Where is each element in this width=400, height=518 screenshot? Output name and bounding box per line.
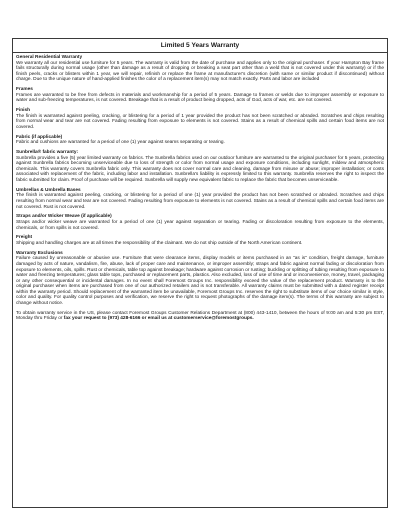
contact-paragraph xyxy=(16,311,384,322)
section-heading: General Residential Warranty xyxy=(16,55,83,60)
document-title: Limited 5 Years Warranty xyxy=(13,39,387,53)
section-body: Shipping and handling charges are at all times the responsibility of the claimant. We do not ship outside of the North American continent. xyxy=(16,240,303,246)
section-umbrellas xyxy=(16,188,384,210)
section-fabric xyxy=(16,135,384,146)
contact-fax-email: fax your request to (973) 428-6166 or email us at customerservice@foremostgroups. xyxy=(63,316,254,322)
section-body: Straps and/or wicker weave are warranted for a period of one (1) year against separation or tearing. Fading or discoloration resulting from exposure to the elements, chemicals, or from spills is not covered. xyxy=(16,219,384,231)
section-body: The finish is warranted against peeling, cracking, or blistering for a period of one (1) year provided the product has not been scratched or abraded. Scratches and chips resulting from normal wear and tear are not covered. Fading resulting from exposure to elements is not covered. Stains as a result of chemical spills and certain food items are not covered. Rust is not covered. xyxy=(16,193,384,210)
contact-text xyxy=(16,311,384,322)
section-frames xyxy=(16,87,384,104)
section-body: We warranty all our residential use furniture for 5 years. The warranty is valid from the date of purchase and applies only to the original purchaser. If your Hampton Bay frame fails structurally during normal usage (other than damage as a result of dropping or breaking a seat part other than a weld that is not covered under this warranty) or if the finish peels, cracks or blisters within 1 year, we will repair, refinish or replace the frame at manufacturer's discretion (with same or similar product if discontinued) without charge. Due to the unique nature of hand-applied finishes the color of a replacement item(s) may not match exactly. Parts and labor are included xyxy=(16,60,384,83)
section-heading: Umbrellas & Umbrella Bases xyxy=(16,187,81,193)
section-freight xyxy=(16,235,384,246)
section-heading: Freight xyxy=(16,235,33,241)
section-heading: Sunbrella® fabric warranty: xyxy=(16,150,79,156)
section-heading: Warranty Exclusions xyxy=(16,250,63,256)
section-body: Failure caused by unreasonable or abusive use. Furniture that were clearance items, display models or items purchased in an "as is" condition, freight damage, furniture damaged by acts of nature, vandalism, fire, abuse, lack of proper care and maintenance, or improper assembly; straps and fabric against normal fading or discoloration from exposure to elements, oils, spills. Rust or chemicals, table top against breakage; hardware against corrosion or rusting; buckling or splitting of tubing resulting from exposure to water and freezing temperatures; glass table tops, purchased or replacement parts, plastics. Also excluded, loss of use of time and or inconvenience, money, travel, packaging or any other consequential or incidental damages. In no event shall Foremost Groups Inc. responsibility exceed the value of the replacement product. Warranty is to the original purchaser when items are purchased from one of our authorized retailers and is not transferable. All warranty claims must be submitted with a dated register receipt within the warranty period. Should replacement of the warranted item be unavailable, Foremost Groups Inc. reserves the right to substitute items of our choice similar in style, color and quality. For quality control purposes and verification, we reserve the right to request photographs of the damage item(s). The terms of this warranty are subject to change without notice. xyxy=(16,256,384,307)
section-finish xyxy=(16,108,384,130)
contact-intro: To obtain warranty service in the US, please contact Foremost Groups Customer Relations Department at (800) 443-1410, between the hours of 9:00 am and 5:30 pm EST, Monday thru Friday or xyxy=(16,310,384,322)
section-body: Sunbrella provides a five (5) year limited warranty on fabrics. The Sunbrella fabrics used on our outdoor furniture are warranted to the original purchaser for 5 years, protecting against Sunbrella fabrics becoming unserviceable due to loss of strength or color from normal usage and exposure conditions, including sunlight, mildew and atmospheric chemicals. This warranty covers Sunbrella fabric only. This warranty does not cover normal care and cleaning, damage from misuse or abuse; improper installation; or costs associated with replacement of the fabric, including labor and installation. Sunbrella's liability is expressly limited to this warranty. Sunbrella reserves the right to inspect the fabric submitted for claim. Proof of purchase will be required. Sunbrella will supply new equivalent fabric to replace the fabric that becomes unserviceable. xyxy=(16,155,384,184)
section-body: The finish is warranted against peeling, cracking, or blistering for a period of 1 year provided the product has not been scratched or abraded. Scratches and chips resulting from normal wear and tear are not covered. Fading resulting from exposure to elements is not covered. Stains as a result of chemical spills and certain food items are not covered. xyxy=(16,113,384,130)
section-heading: Finish xyxy=(16,108,30,114)
section-body: Frames are warranted to be free from defects in materials and workmanship for a period of 5 years. Damage to frames or welds due to improper assembly or exposure to water and sub-freezing temperatures, is not covered. Breakage that is a result of product being dropped, acts of God, acts of war, etc. are not covered. xyxy=(16,92,384,104)
section-heading: Fabric (if applicable) xyxy=(16,134,63,140)
section-heading: Frames xyxy=(16,87,33,93)
section-heading: Straps and/or Wicker Weave (if applicable) xyxy=(16,214,112,220)
section-straps-wicker xyxy=(16,214,384,231)
document-content xyxy=(13,53,387,322)
section-general-residential-warranty xyxy=(16,55,384,83)
section-body: Fabric and cushions are warranted for a period of one (1) year against seams separating or tearing. xyxy=(16,140,225,146)
section-warranty-exclusions xyxy=(16,251,384,307)
warranty-document xyxy=(12,38,388,508)
section-sunbrella-fabric-warranty xyxy=(16,150,384,184)
